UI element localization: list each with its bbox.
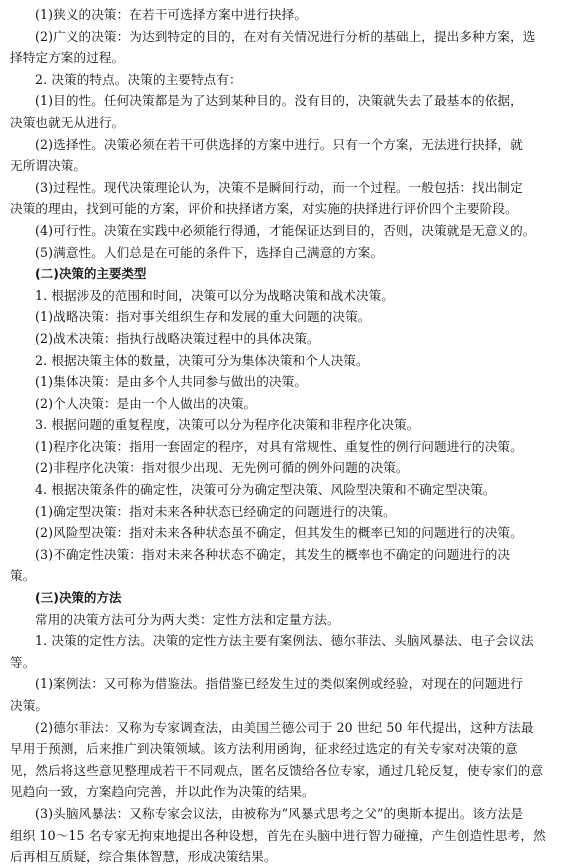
- text-line: (2)风险型决策：指对未来各种状态虽不确定，但其发生的概率已知的问题进行的决策。: [35, 525, 523, 541]
- text-line: 见趋向一致，方案趋向完善，并以此作为决策的结果。: [10, 784, 315, 800]
- text-line: (1)确定型决策：指对未来各种状态已经确定的问题进行的决策。: [35, 503, 396, 519]
- text-line: (3)头脑风暴法：又称专家会议法，由被称为“风暴式思考之父”的奥斯本提出。该方法是: [35, 805, 524, 821]
- text-line: (1)程序化决策：指用一套固定的程序，对具有常规性、重复性的例行问题进行的决策。: [35, 438, 523, 454]
- text-line: (5)满意性。人们总是在可能的条件下，选择自己满意的方案。: [35, 244, 384, 260]
- text-line: (2)广义的决策：为达到特定的目的，在对有关情况进行分析的基础上，提出多种方案，选: [35, 28, 536, 44]
- text-line: (1)目的性。任何决策都是为了达到某种目的。没有目的，决策就失去了最基本的依据，: [35, 93, 523, 109]
- text-line: 决策。: [10, 698, 49, 713]
- text-line: 见，然后将这些意见整理成若干不同观点，匿名反馈给各位专家，通过几轮反复，使专家们的意: [10, 762, 544, 778]
- text-line: 3. 根据问题的重复程度，决策可以分为程序化决策和非程序化决策。: [35, 417, 420, 433]
- text-line: (2)个人决策：是由一个人做出的决策。: [35, 395, 257, 411]
- text-line: (2)战术决策：指执行战略决策过程中的具体决策。: [35, 330, 320, 346]
- text-line: (3)过程性。现代决策理论认为，决策不是瞬间行动，而一个过程。一般包括：找出制定: [35, 179, 523, 195]
- text-line: 2. 根据决策主体的数量，决策可分为集体决策和个人决策。: [35, 352, 369, 368]
- text-line: 4. 根据决策条件的确定性，决策可分为确定型决策、风险型决策和不确定型决策。: [35, 482, 496, 498]
- text-line: 后再相互质疑，综合集体智慧，形成决策结果。: [10, 849, 277, 865]
- text-line: (1)集体决策：是由多个人共同参与做出的决策。: [35, 374, 308, 390]
- text-line: 1. 决策的定性方法。决策的定性方法主要有案例法、德尔菲法、头脑风暴法、电子会议法: [35, 633, 534, 649]
- text-line: 择特定方案的过程。: [10, 50, 125, 66]
- text-line: 决策也就无从进行。: [10, 114, 125, 130]
- text-line: 无所谓决策。: [10, 158, 87, 174]
- text-line: (1)战略决策：指对事关组织生存和发展的重大问题的决策。: [35, 309, 371, 325]
- section-heading: (三)决策的方法: [35, 590, 122, 606]
- text-line: (2)非程序化决策：指对很少出现、无先例可循的例外问题的决策。: [35, 460, 409, 476]
- text-line: 决策的理由，找到可能的方案，评价和抉择诸方案，对实施的抉择进行评价四个主要阶段。: [10, 201, 518, 217]
- text-line: 早用于预测，后来推广到决策领域。该方法利用函询，征求经过选定的有关专家对决策的意: [10, 741, 518, 757]
- text-line: 策。: [10, 568, 36, 584]
- text-line: (1)案例法：又可称为借鉴法。指借鉴已经发生过的类似案例或经验，对现在的问题进行: [35, 676, 523, 692]
- text-line: (2)德尔菲法：又称为专家调查法，由美国兰德公司于 20 世纪 50 年代提出，这种方法最: [35, 719, 534, 735]
- text-line: (3)不确定性决策：指对未来各种状态不确定，其发生的概率也不确定的问题进行的决: [35, 546, 511, 562]
- text-line: 常用的决策方法可分为两大类：定性方法和定量方法。: [35, 611, 340, 627]
- text-line: (4)可行性。决策在实践中必须能行得通，才能保证达到目的，否则，决策就是无意义的。: [35, 222, 536, 238]
- text-line: (2)选择性。决策必须在若干可供选择的方案中进行。只有一个方案，无法进行抉择，就: [35, 136, 523, 152]
- text-line: 组织 10～15 名专家无拘束地提出各种设想，首先在头脑中进行智力碰撞，产生创造性思考，然: [10, 827, 546, 843]
- section-heading: (二)决策的主要类型: [35, 266, 147, 282]
- text-line: (1)狭义的决策：在若干可选择方案中进行抉择。: [35, 7, 308, 22]
- text-line: 1. 根据涉及的范围和时间，决策可以分为战略决策和战术决策。: [35, 287, 395, 303]
- text-line: 2. 决策的特点。决策的主要特点有：: [35, 71, 242, 87]
- text-line: 等。: [10, 654, 36, 670]
